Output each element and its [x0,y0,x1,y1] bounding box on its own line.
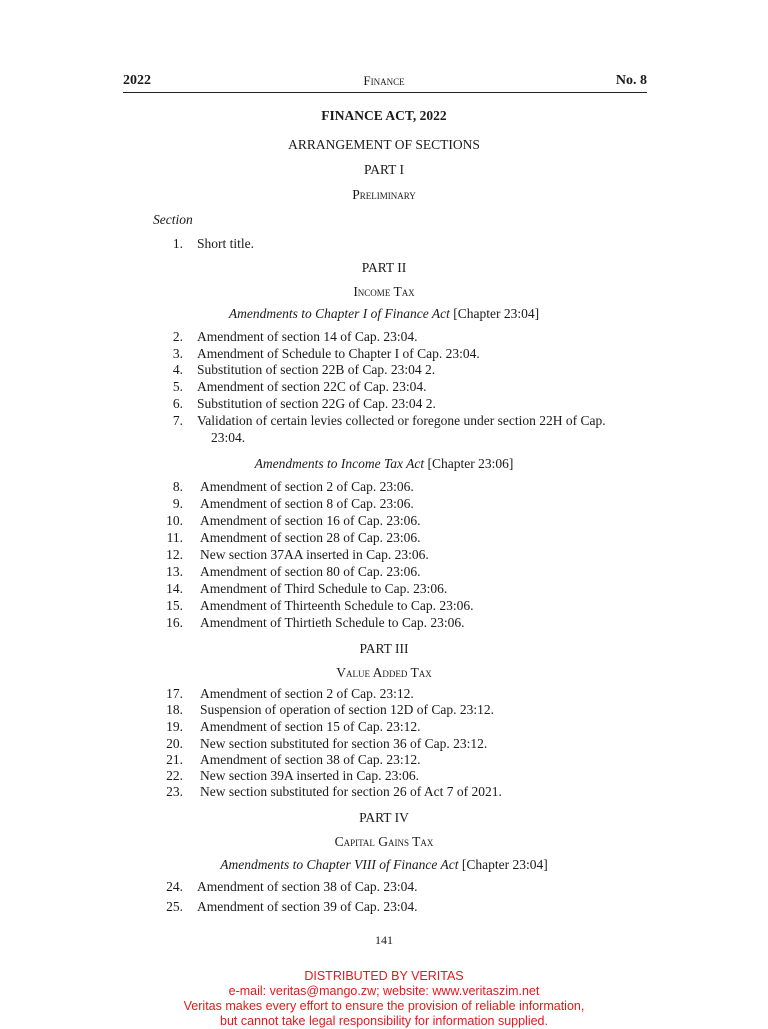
item-text-continuation: 23:04. [211,430,246,445]
item-number: 5. [172,379,183,394]
arrangement-heading: ARRANGEMENT OF SECTIONS [288,137,480,152]
footer-line: e-mail: veritas@mango.zw; website: www.veritaszim.net [228,984,540,998]
item-number: 17. [166,686,183,701]
item-text: Amendment of section 22C of Cap. 23:04. [197,379,427,394]
footer-line: Veritas makes every effort to ensure the provision of reliable information, [183,999,585,1013]
item-text: Amendment of section 80 of Cap. 23:06. [200,564,421,579]
item-text: Suspension of operation of section 12D of Cap. 23:12. [200,702,494,717]
item-number: 6. [172,396,183,411]
subheading-chapter: [Chapter 23:04] [458,857,548,872]
item-number: 1. [172,236,183,251]
item-text: New section 39A inserted in Cap. 23:06. [200,768,419,783]
item-number: 8. [172,479,183,494]
item-number: 7. [172,413,183,428]
item-number: 20. [166,736,183,751]
item-number: 21. [166,752,183,767]
subheading-chapter: [Chapter 23:04] [449,306,540,321]
item-text: Amendment of Thirteenth Schedule to Cap. 23:06. [200,598,474,613]
item-text: Amendment of Thirtieth Schedule to Cap. 23:06. [200,615,465,630]
part-label: PART IV [359,810,409,825]
header-title: Finance [363,73,405,88]
item-number: 22. [166,768,183,783]
item-text: Amendment of section 14 of Cap. 23:04. [197,329,418,344]
subheading-italic: Amendments to Chapter VIII of Finance Act [220,857,459,872]
part-label: PART III [359,641,409,656]
item-number: 16. [166,615,183,630]
item-text: Substitution of section 22G of Cap. 23:04 2. [197,396,436,411]
section-label: Section [153,212,193,227]
item-text: Amendment of section 28 of Cap. 23:06. [200,530,421,545]
item-number: 4. [172,362,183,377]
item-text: Amendment of Schedule to Chapter I of Cap. 23:04. [197,346,480,361]
distribution-footer [0,969,768,1029]
item-text: Amendment of section 38 of Cap. 23:04. [197,879,418,894]
item-number: 15. [166,598,183,613]
item-text: Amendment of section 2 of Cap. 23:12. [200,686,414,701]
item-text: New section substituted for section 26 of Act 7 of 2021. [200,784,502,799]
subheading-italic: Amendments to Income Tax Act [254,456,425,471]
item-number: 12. [166,547,183,562]
item-number: 24. [166,879,183,894]
part-heading: Income Tax [353,284,415,299]
part-heading: Value Added Tax [336,665,432,680]
footer-line: DISTRIBUTED BY VERITAS [304,969,464,983]
item-text: Amendment of section 39 of Cap. 23:04. [197,899,418,914]
item-text: Amendment of section 38 of Cap. 23:12. [200,752,421,767]
footer-line: but cannot take legal responsibility for information supplied. [220,1014,548,1028]
item-number: 18. [166,702,183,717]
item-number: 10. [166,513,183,528]
item-number: 9. [172,496,183,511]
item-text: New section 37AA inserted in Cap. 23:06. [200,547,429,562]
act-title: FINANCE ACT, 2022 [321,108,447,123]
item-number: 19. [166,719,183,734]
page-number: 141 [375,933,393,947]
subheading-italic: Amendments to Chapter I of Finance Act [228,306,450,321]
item-text: New section substituted for section 36 of Cap. 23:12. [200,736,488,751]
subheading [0,456,768,472]
item-text: Amendment of section 15 of Cap. 23:12. [200,719,421,734]
item-text: Validation of certain levies collected or foregone under section 22H of Cap. [197,413,606,428]
part-label: PART I [363,162,405,177]
item-number: 11. [166,530,183,545]
header-rule [123,92,647,93]
item-text: Amendment of section 8 of Cap. 23:06. [200,496,414,511]
subheading [0,857,768,873]
item-number: 13. [166,564,183,579]
header-number: No. 8 [615,73,647,88]
item-number: 3. [172,346,183,361]
item-text: Short title. [197,236,254,251]
subheading [0,306,768,322]
item-number: 23. [166,784,183,799]
subheading-chapter: [Chapter 23:06] [424,456,514,471]
header-year: 2022 [123,73,151,88]
part-heading: Preliminary [352,187,416,202]
item-number: 14. [166,581,183,596]
item-text: Amendment of Third Schedule to Cap. 23:06. [200,581,448,596]
part-label: PART II [361,260,407,275]
item-number: 2. [172,329,183,344]
item-number: 25. [166,899,183,914]
item-text: Substitution of section 22B of Cap. 23:04 2. [197,362,436,377]
part-heading: Capital Gains Tax [334,834,434,849]
item-text: Amendment of section 2 of Cap. 23:06. [200,479,414,494]
item-text: Amendment of section 16 of Cap. 23:06. [200,513,421,528]
